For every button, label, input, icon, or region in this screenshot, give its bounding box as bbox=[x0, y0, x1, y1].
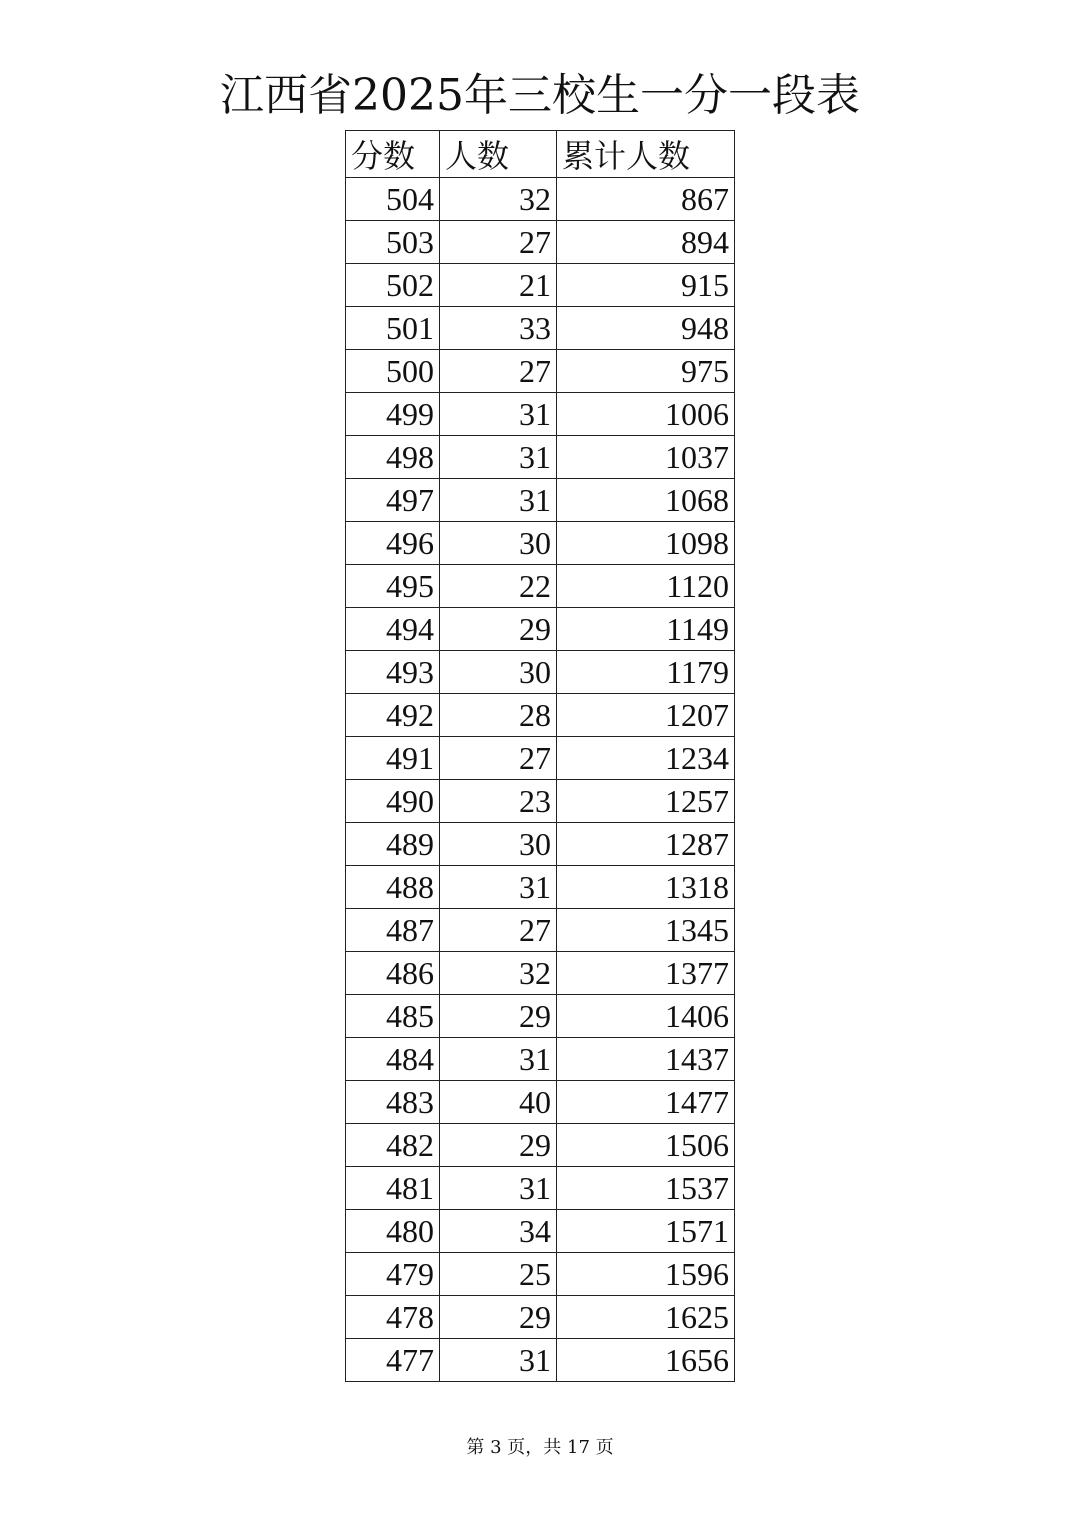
cell-count: 22 bbox=[440, 565, 557, 608]
cell-score: 489 bbox=[346, 823, 440, 866]
cell-score: 503 bbox=[346, 221, 440, 264]
table-row bbox=[346, 479, 735, 522]
cell-cumulative: 867 bbox=[557, 178, 735, 221]
cell-score: 492 bbox=[346, 694, 440, 737]
cell-cumulative: 1207 bbox=[557, 694, 735, 737]
cell-count: 31 bbox=[440, 1167, 557, 1210]
cell-cumulative: 1257 bbox=[557, 780, 735, 823]
cell-cumulative: 1120 bbox=[557, 565, 735, 608]
table-row bbox=[346, 1167, 735, 1210]
cell-score: 488 bbox=[346, 866, 440, 909]
cell-score: 491 bbox=[346, 737, 440, 780]
table-row bbox=[346, 1339, 735, 1382]
cell-cumulative: 1537 bbox=[557, 1167, 735, 1210]
cell-count: 29 bbox=[440, 995, 557, 1038]
cell-count: 31 bbox=[440, 866, 557, 909]
cell-count: 33 bbox=[440, 307, 557, 350]
cell-cumulative: 1345 bbox=[557, 909, 735, 952]
cell-count: 30 bbox=[440, 522, 557, 565]
cell-score: 496 bbox=[346, 522, 440, 565]
cell-count: 27 bbox=[440, 737, 557, 780]
cell-cumulative: 1006 bbox=[557, 393, 735, 436]
cell-score: 500 bbox=[346, 350, 440, 393]
cell-score: 502 bbox=[346, 264, 440, 307]
cell-cumulative: 975 bbox=[557, 350, 735, 393]
cell-cumulative: 1068 bbox=[557, 479, 735, 522]
cell-score: 495 bbox=[346, 565, 440, 608]
cell-score: 494 bbox=[346, 608, 440, 651]
cell-cumulative: 1571 bbox=[557, 1210, 735, 1253]
cell-count: 29 bbox=[440, 1296, 557, 1339]
cell-count: 30 bbox=[440, 651, 557, 694]
cell-count: 30 bbox=[440, 823, 557, 866]
table-row bbox=[346, 565, 735, 608]
cell-count: 31 bbox=[440, 1038, 557, 1081]
table-row bbox=[346, 436, 735, 479]
cell-cumulative: 1098 bbox=[557, 522, 735, 565]
table-row bbox=[346, 393, 735, 436]
table-row bbox=[346, 522, 735, 565]
cell-cumulative: 1625 bbox=[557, 1296, 735, 1339]
cell-cumulative: 948 bbox=[557, 307, 735, 350]
table-row bbox=[346, 952, 735, 995]
cell-cumulative: 1596 bbox=[557, 1253, 735, 1296]
header-count: 人数 bbox=[440, 131, 557, 178]
table-row bbox=[346, 1210, 735, 1253]
table-row bbox=[346, 1081, 735, 1124]
cell-score: 487 bbox=[346, 909, 440, 952]
cell-cumulative: 894 bbox=[557, 221, 735, 264]
table-header-row bbox=[346, 131, 735, 178]
cell-score: 479 bbox=[346, 1253, 440, 1296]
cell-cumulative: 1287 bbox=[557, 823, 735, 866]
cell-score: 477 bbox=[346, 1339, 440, 1382]
cell-cumulative: 915 bbox=[557, 264, 735, 307]
header-score: 分数 bbox=[346, 131, 440, 178]
cell-cumulative: 1477 bbox=[557, 1081, 735, 1124]
cell-score: 497 bbox=[346, 479, 440, 522]
table-row bbox=[346, 651, 735, 694]
cell-count: 29 bbox=[440, 1124, 557, 1167]
cell-score: 498 bbox=[346, 436, 440, 479]
table-row bbox=[346, 737, 735, 780]
cell-score: 501 bbox=[346, 307, 440, 350]
cell-count: 27 bbox=[440, 350, 557, 393]
cell-score: 482 bbox=[346, 1124, 440, 1167]
cell-cumulative: 1318 bbox=[557, 866, 735, 909]
document-title: 江西省2025年三校生一分一段表 bbox=[220, 70, 860, 121]
table-body bbox=[346, 178, 735, 1382]
table-row bbox=[346, 1253, 735, 1296]
cell-count: 40 bbox=[440, 1081, 557, 1124]
cell-cumulative: 1377 bbox=[557, 952, 735, 995]
cell-score: 481 bbox=[346, 1167, 440, 1210]
cell-score: 490 bbox=[346, 780, 440, 823]
cell-score: 483 bbox=[346, 1081, 440, 1124]
table-row bbox=[346, 909, 735, 952]
cell-count: 31 bbox=[440, 1339, 557, 1382]
cell-score: 478 bbox=[346, 1296, 440, 1339]
cell-count: 21 bbox=[440, 264, 557, 307]
cell-count: 31 bbox=[440, 393, 557, 436]
cell-cumulative: 1234 bbox=[557, 737, 735, 780]
cell-cumulative: 1179 bbox=[557, 651, 735, 694]
cell-count: 32 bbox=[440, 178, 557, 221]
table-row bbox=[346, 694, 735, 737]
cell-count: 25 bbox=[440, 1253, 557, 1296]
cell-cumulative: 1437 bbox=[557, 1038, 735, 1081]
table-row bbox=[346, 608, 735, 651]
table-row bbox=[346, 780, 735, 823]
cell-count: 28 bbox=[440, 694, 557, 737]
table-row bbox=[346, 995, 735, 1038]
table-row bbox=[346, 221, 735, 264]
cell-score: 493 bbox=[346, 651, 440, 694]
table-row bbox=[346, 307, 735, 350]
cell-count: 23 bbox=[440, 780, 557, 823]
header-cumulative: 累计人数 bbox=[557, 131, 735, 178]
table-row bbox=[346, 1296, 735, 1339]
cell-score: 504 bbox=[346, 178, 440, 221]
cell-cumulative: 1037 bbox=[557, 436, 735, 479]
page-footer: 第 3 页，共 17 页 bbox=[466, 1437, 614, 1458]
cell-count: 32 bbox=[440, 952, 557, 995]
cell-score: 484 bbox=[346, 1038, 440, 1081]
cell-score: 486 bbox=[346, 952, 440, 995]
table-row bbox=[346, 178, 735, 221]
cell-cumulative: 1406 bbox=[557, 995, 735, 1038]
cell-count: 29 bbox=[440, 608, 557, 651]
cell-count: 31 bbox=[440, 479, 557, 522]
cell-count: 31 bbox=[440, 436, 557, 479]
cell-cumulative: 1656 bbox=[557, 1339, 735, 1382]
score-distribution-table bbox=[345, 130, 735, 1382]
table-row bbox=[346, 264, 735, 307]
cell-count: 34 bbox=[440, 1210, 557, 1253]
cell-count: 27 bbox=[440, 221, 557, 264]
table-row bbox=[346, 866, 735, 909]
cell-score: 480 bbox=[346, 1210, 440, 1253]
table-row bbox=[346, 1038, 735, 1081]
table-row bbox=[346, 823, 735, 866]
table-row bbox=[346, 350, 735, 393]
cell-cumulative: 1149 bbox=[557, 608, 735, 651]
cell-score: 499 bbox=[346, 393, 440, 436]
cell-cumulative: 1506 bbox=[557, 1124, 735, 1167]
cell-count: 27 bbox=[440, 909, 557, 952]
cell-score: 485 bbox=[346, 995, 440, 1038]
table-row bbox=[346, 1124, 735, 1167]
